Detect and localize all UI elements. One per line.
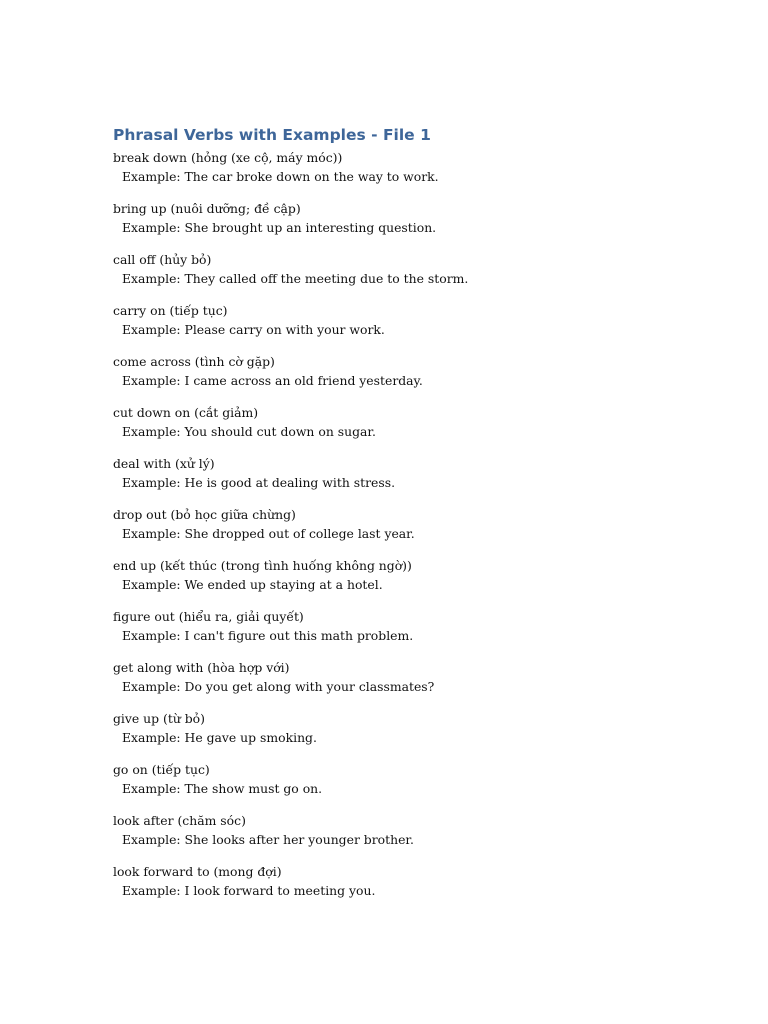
entry-example: Example: They called off the meeting due to the storm.: [122, 271, 469, 287]
entry: [113, 199, 713, 237]
entry: [113, 760, 713, 798]
entry-example: Example: She brought up an interesting question.: [122, 220, 437, 236]
entry: [113, 556, 713, 594]
document-title: Phrasal Verbs with Examples - File 1: [113, 126, 431, 144]
entry-term: look after (chăm sóc): [113, 813, 246, 828]
entry: [113, 454, 713, 492]
entry-term: give up (từ bỏ): [113, 711, 205, 726]
entry: [113, 811, 713, 849]
entry-term: cut down on (cắt giảm): [113, 405, 259, 420]
entry: [113, 352, 713, 390]
entry: [113, 301, 713, 339]
entry: [113, 250, 713, 288]
entry-term: come across (tình cờ gặp): [113, 354, 275, 369]
entry: [113, 658, 713, 696]
entry: [113, 505, 713, 543]
entry-example: Example: The show must go on.: [122, 781, 323, 797]
entry-term: deal with (xử lý): [113, 456, 215, 471]
entry-example: Example: I came across an old friend yesterday.: [122, 373, 423, 389]
entry-example: Example: She looks after her younger brother.: [122, 832, 414, 848]
entry-example: Example: We ended up staying at a hotel.: [122, 577, 383, 593]
entry-term: bring up (nuôi dưỡng; đề cập): [113, 201, 301, 216]
entry-example: Example: I look forward to meeting you.: [122, 883, 376, 899]
entry-term: end up (kết thúc (trong tình huống không ngờ)): [113, 558, 412, 573]
document-page: [113, 125, 713, 913]
entry-term: figure out (hiểu ra, giải quyết): [113, 609, 304, 624]
entry-example: Example: She dropped out of college last year.: [122, 526, 415, 542]
entry-term: go on (tiếp tục): [113, 762, 210, 777]
entry: [113, 862, 713, 900]
entry: [113, 607, 713, 645]
entry-term: call off (hủy bỏ): [113, 252, 212, 267]
entry-example: Example: Do you get along with your classmates?: [122, 679, 435, 695]
entry-example: Example: He is good at dealing with stress.: [122, 475, 396, 491]
entry-example: Example: Please carry on with your work.: [122, 322, 385, 338]
entry: [113, 148, 713, 186]
entry: [113, 709, 713, 747]
entry-example: Example: The car broke down on the way to work.: [122, 169, 439, 185]
entry-term: look forward to (mong đợi): [113, 864, 282, 879]
entry-term: break down (hỏng (xe cộ, máy móc)): [113, 150, 343, 165]
entry-example: Example: He gave up smoking.: [122, 730, 317, 746]
entry-example: Example: I can't figure out this math problem.: [122, 628, 414, 644]
entry-example: Example: You should cut down on sugar.: [122, 424, 376, 440]
entry-term: drop out (bỏ học giữa chừng): [113, 507, 296, 522]
entry-term: get along with (hòa hợp với): [113, 660, 290, 675]
entry: [113, 403, 713, 441]
entry-term: carry on (tiếp tục): [113, 303, 228, 318]
